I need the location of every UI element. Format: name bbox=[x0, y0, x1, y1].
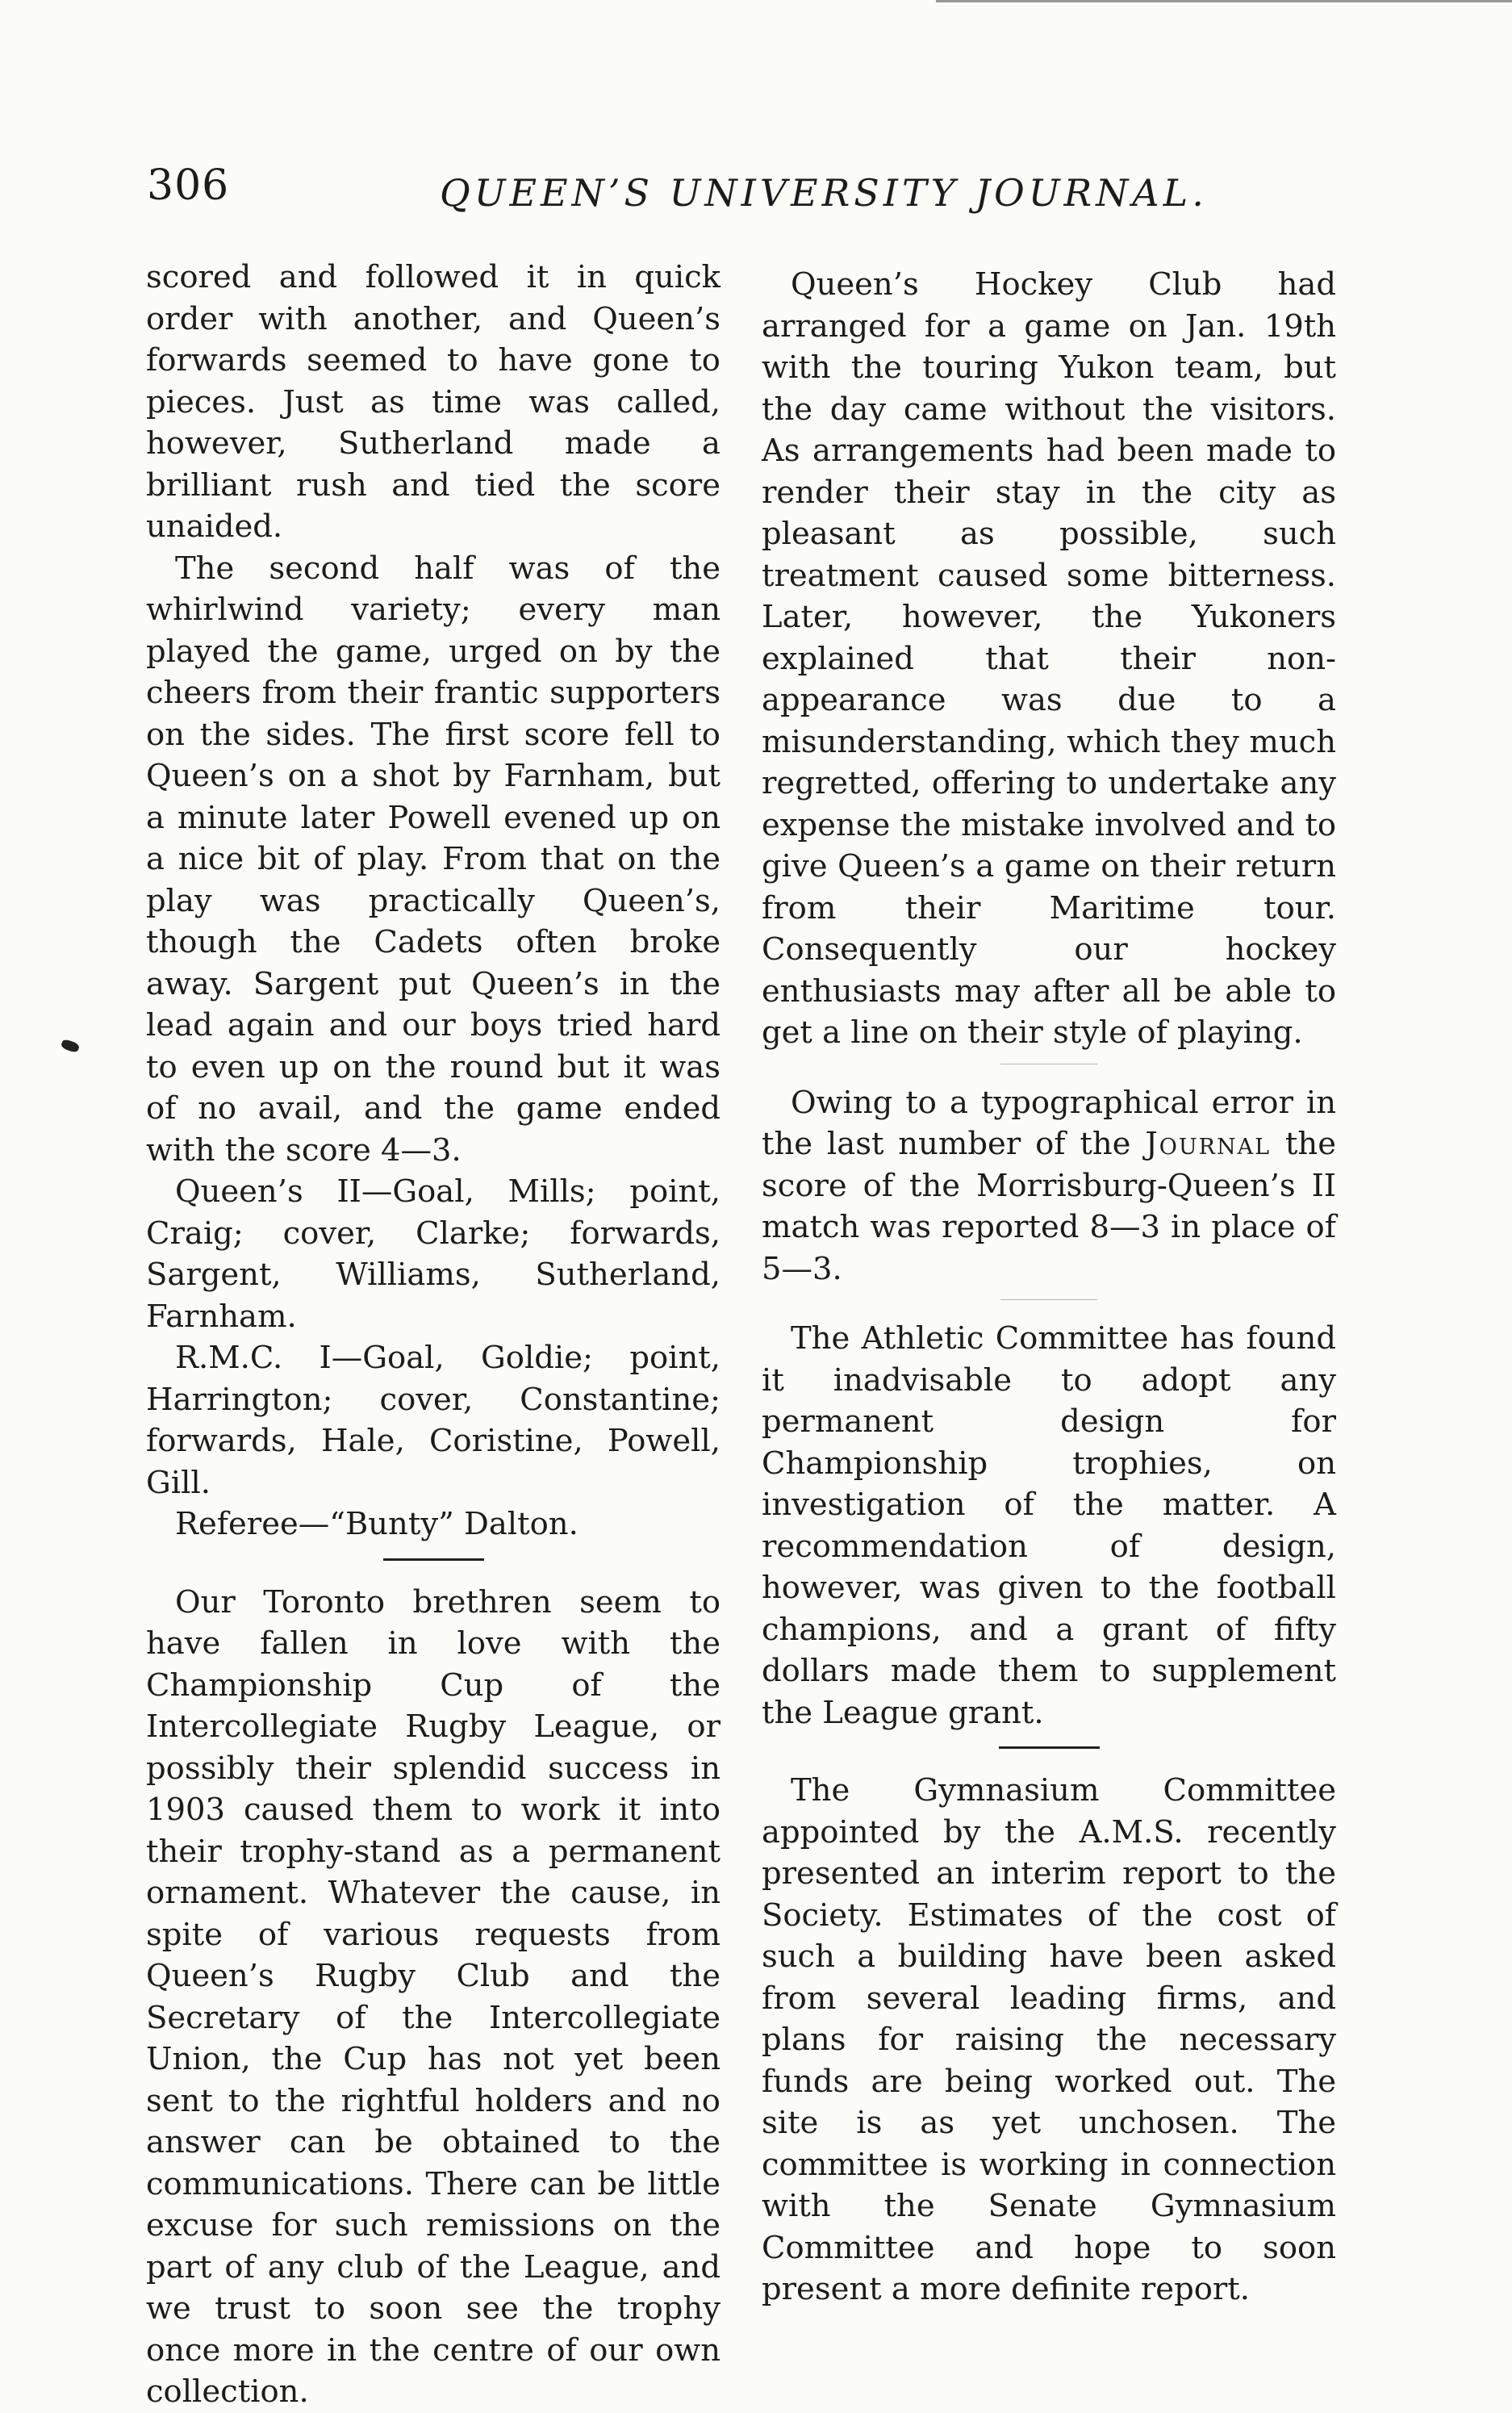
erratum-text-start: Owing to a typographical error in the last number of the bbox=[762, 1084, 1336, 1162]
section-divider bbox=[1000, 1299, 1097, 1300]
running-head-title: QUEEN’S UNIVERSITY JOURNAL. bbox=[440, 171, 1208, 215]
right-paragraph-erratum bbox=[762, 1082, 1336, 1290]
right-paragraph-gymnasium: The Gymnasium Committee appointed by the A.M.S. recently presented an interim report to the Society. Estimates of the cost of such a building have been asked from several leading firms, and plans for raising the necessary funds are being worked out. The site is as yet unchosen. The committee is working in connection with the Senate Gymnasium Committee and hope to soon present a more definite report. bbox=[762, 1772, 1336, 2307]
scan-edge-rule bbox=[936, 0, 1512, 2]
right-paragraph-athletic: The Athletic Committee has found it inadvisable to adopt any permanent design for Championship trophies, on investigation of the matter. A recommendation of design, however, was given to the football champions, and a grant of fifty dollars made them to supplement the League grant. bbox=[762, 1320, 1336, 1731]
right-paragraph-hockey: Queen’s Hockey Club had arranged for a game on Jan. 19th with the touring Yukon team, but the day came without the visitors. As arrangements had been made to render their stay in the city as pleasant as possible, such treatment caused some bitterness. Later, however, the Yukoners explained that their non-appearance was due to a misunderstanding, which they much regretted, offering to undertake any expense the mistake involved and to give Queen’s a game on their return from their Maritime tour. Consequently our hockey enthusiasts may after all be able to get a line on their style of playing. bbox=[762, 266, 1336, 1051]
erratum-text-end: the score of the Morrisburg-Queen’s II match was reported 8—3 in place of 5—3. bbox=[762, 1126, 1336, 1287]
section-divider bbox=[383, 1558, 484, 1561]
section-divider bbox=[999, 1746, 1100, 1749]
left-paragraph-queens-lineup: Queen’s II—Goal, Mills; point, Craig; cover, Clarke; forwards, Sargent, Williams, Sutherland, Farnham. bbox=[146, 1173, 720, 1335]
left-paragraph-rmc-lineup: R.M.C. I—Goal, Goldie; point, Harrington; cover, Constantine; forwards, Hale, Coristine, Powell, Gill. bbox=[146, 1340, 720, 1501]
left-paragraph-2: The second half was of the whirlwind variety; every man played the game, urged on by the cheers from their frantic supporters on the sides. The first score fell to Queen’s on a shot by Farnham, but a minute later Powell evened up on a nice bit of play. From that on the play was practically Queen’s, though the Cadets often broke away. Sargent put Queen’s in the lead again and our boys tried hard to even up on the round but it was of no avail, and the game ended with the score 4—3. bbox=[146, 550, 720, 1169]
left-paragraph-1: scored and followed it in quick order with another, and Queen’s forwards seemed to have gone to pieces. Just as time was called, however, Sutherland made a brilliant rush and tied the score unaided. bbox=[146, 259, 720, 545]
journal-name: Journal bbox=[1145, 1126, 1272, 1162]
left-paragraph-referee: Referee—“Bunty” Dalton. bbox=[175, 1506, 578, 1542]
right-column bbox=[762, 264, 1336, 2311]
left-column bbox=[146, 257, 720, 2413]
ink-blot-mark bbox=[61, 1039, 81, 1054]
left-paragraph-cup: Our Toronto brethren seem to have fallen in love with the Championship Cup of the Intercollegiate Rugby League, or possibly their splendid success in 1903 caused them to work it into their trophy-stand as a permanent ornament. Whatever the cause, in spite of various requests from Queen’s Rugby Club and the Secretary of the Intercollegiate Union, the Cup has not yet been sent to the rightful holders and no answer can be obtained to the communications. There can be little excuse for such remissions on the part of any club of the League, and we trust to soon see the trophy once more in the centre of our own collection. bbox=[146, 1583, 720, 2410]
page-number: 306 bbox=[147, 161, 230, 210]
